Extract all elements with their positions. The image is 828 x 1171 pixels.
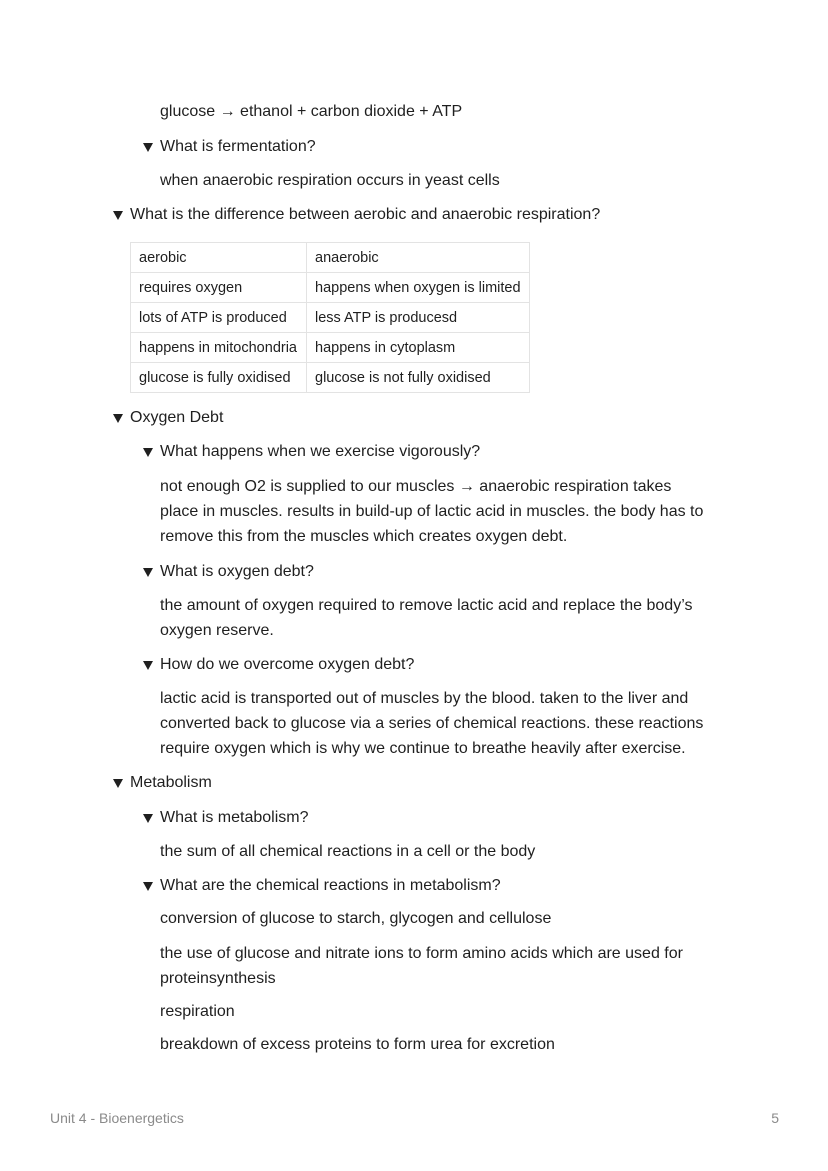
toggle-fermentation[interactable] xyxy=(143,137,316,157)
table-cell: less ATP is producesd xyxy=(307,303,530,333)
table-row xyxy=(131,243,530,273)
toggle-triangle-icon[interactable] xyxy=(143,568,153,577)
toggle-label: What is oxygen debt? xyxy=(160,563,314,580)
answer-text: when anaerobic respiration occurs in yeast cells xyxy=(160,172,500,189)
answer-text: breakdown of excess proteins to form urea for excretion xyxy=(160,1036,555,1053)
toggle-triangle-icon[interactable] xyxy=(143,448,153,457)
toggle-label: What are the chemical reactions in metabolism? xyxy=(160,877,501,894)
toggle-label: What is the difference between aerobic and anaerobic respiration? xyxy=(130,206,601,223)
toggle-overcome-oxygen-debt[interactable] xyxy=(143,655,414,675)
answer-paragraph xyxy=(160,474,703,549)
table-cell: aerobic xyxy=(131,243,307,273)
toggle-difference[interactable] xyxy=(113,205,600,225)
table-row xyxy=(131,333,530,363)
toggle-what-is-metabolism[interactable] xyxy=(143,808,309,828)
answer-text: the sum of all chemical reactions in a cell or the body xyxy=(160,843,536,860)
answer-line: the amount of oxygen required to remove lactic acid and replace the body’s xyxy=(160,597,693,614)
table-row xyxy=(131,303,530,333)
toggle-label: Oxygen Debt xyxy=(130,409,224,426)
table-row xyxy=(131,273,530,303)
answer-line: remove this from the muscles which creates oxygen debt. xyxy=(160,528,568,545)
answer-text: conversion of glucose to starch, glycogen and cellulose xyxy=(160,910,552,927)
toggle-metabolism[interactable] xyxy=(113,773,212,793)
toggle-label: What is fermentation? xyxy=(160,138,316,155)
answer-line: require oxygen which is why we continue to breathe heavily after exercise. xyxy=(160,740,686,757)
answer-line: place in muscles. results in build-up of lactic acid in muscles. the body has to xyxy=(160,503,704,520)
toggle-label: What is metabolism? xyxy=(160,809,309,826)
toggle-label: How do we overcome oxygen debt? xyxy=(160,656,415,673)
table-cell: happens in mitochondria xyxy=(131,333,307,363)
toggle-triangle-icon[interactable] xyxy=(143,814,153,823)
answer-line: oxygen reserve. xyxy=(160,622,274,639)
toggle-triangle-icon[interactable] xyxy=(143,661,153,670)
table-cell: anaerobic xyxy=(307,243,530,273)
table-cell: requires oxygen xyxy=(131,273,307,303)
answer-text: respiration xyxy=(160,1003,235,1020)
toggle-what-is-oxygen-debt[interactable] xyxy=(143,562,314,582)
page-number: 5 xyxy=(771,1110,779,1126)
equation-text: glucose → ethanol + carbon dioxide + ATP xyxy=(160,103,463,120)
answer-line: not enough O2 is supplied to our muscles → anaerobic respiration takes xyxy=(160,478,672,495)
toggle-label: Metabolism xyxy=(130,774,212,791)
toggle-chemical-reactions[interactable] xyxy=(143,876,501,896)
answer-paragraph xyxy=(160,686,703,761)
comparison-table xyxy=(130,242,530,393)
answer-line: the use of glucose and nitrate ions to form amino acids which are used for xyxy=(160,945,683,962)
table-cell: lots of ATP is produced xyxy=(131,303,307,333)
answer-paragraph xyxy=(160,941,683,991)
toggle-oxygen-debt[interactable] xyxy=(113,408,223,428)
footer-title: Unit 4 - Bioenergetics xyxy=(50,1110,184,1126)
table-cell: glucose is not fully oxidised xyxy=(307,363,530,393)
toggle-label: What happens when we exercise vigorously? xyxy=(160,443,481,460)
answer-line: converted back to glucose via a series of chemical reactions. these reactions xyxy=(160,715,704,732)
table-cell: glucose is fully oxidised xyxy=(131,363,307,393)
toggle-triangle-icon[interactable] xyxy=(113,211,123,220)
table-cell: happens in cytoplasm xyxy=(307,333,530,363)
table-cell: happens when oxygen is limited xyxy=(307,273,530,303)
table-row xyxy=(131,363,530,393)
toggle-triangle-icon[interactable] xyxy=(113,779,123,788)
answer-line: proteinsynthesis xyxy=(160,970,276,987)
answer-paragraph xyxy=(160,593,692,643)
toggle-triangle-icon[interactable] xyxy=(143,143,153,152)
answer-line: lactic acid is transported out of muscles by the blood. taken to the liver and xyxy=(160,690,689,707)
toggle-exercise-vigorously[interactable] xyxy=(143,442,480,462)
toggle-triangle-icon[interactable] xyxy=(143,882,153,891)
toggle-triangle-icon[interactable] xyxy=(113,414,123,423)
